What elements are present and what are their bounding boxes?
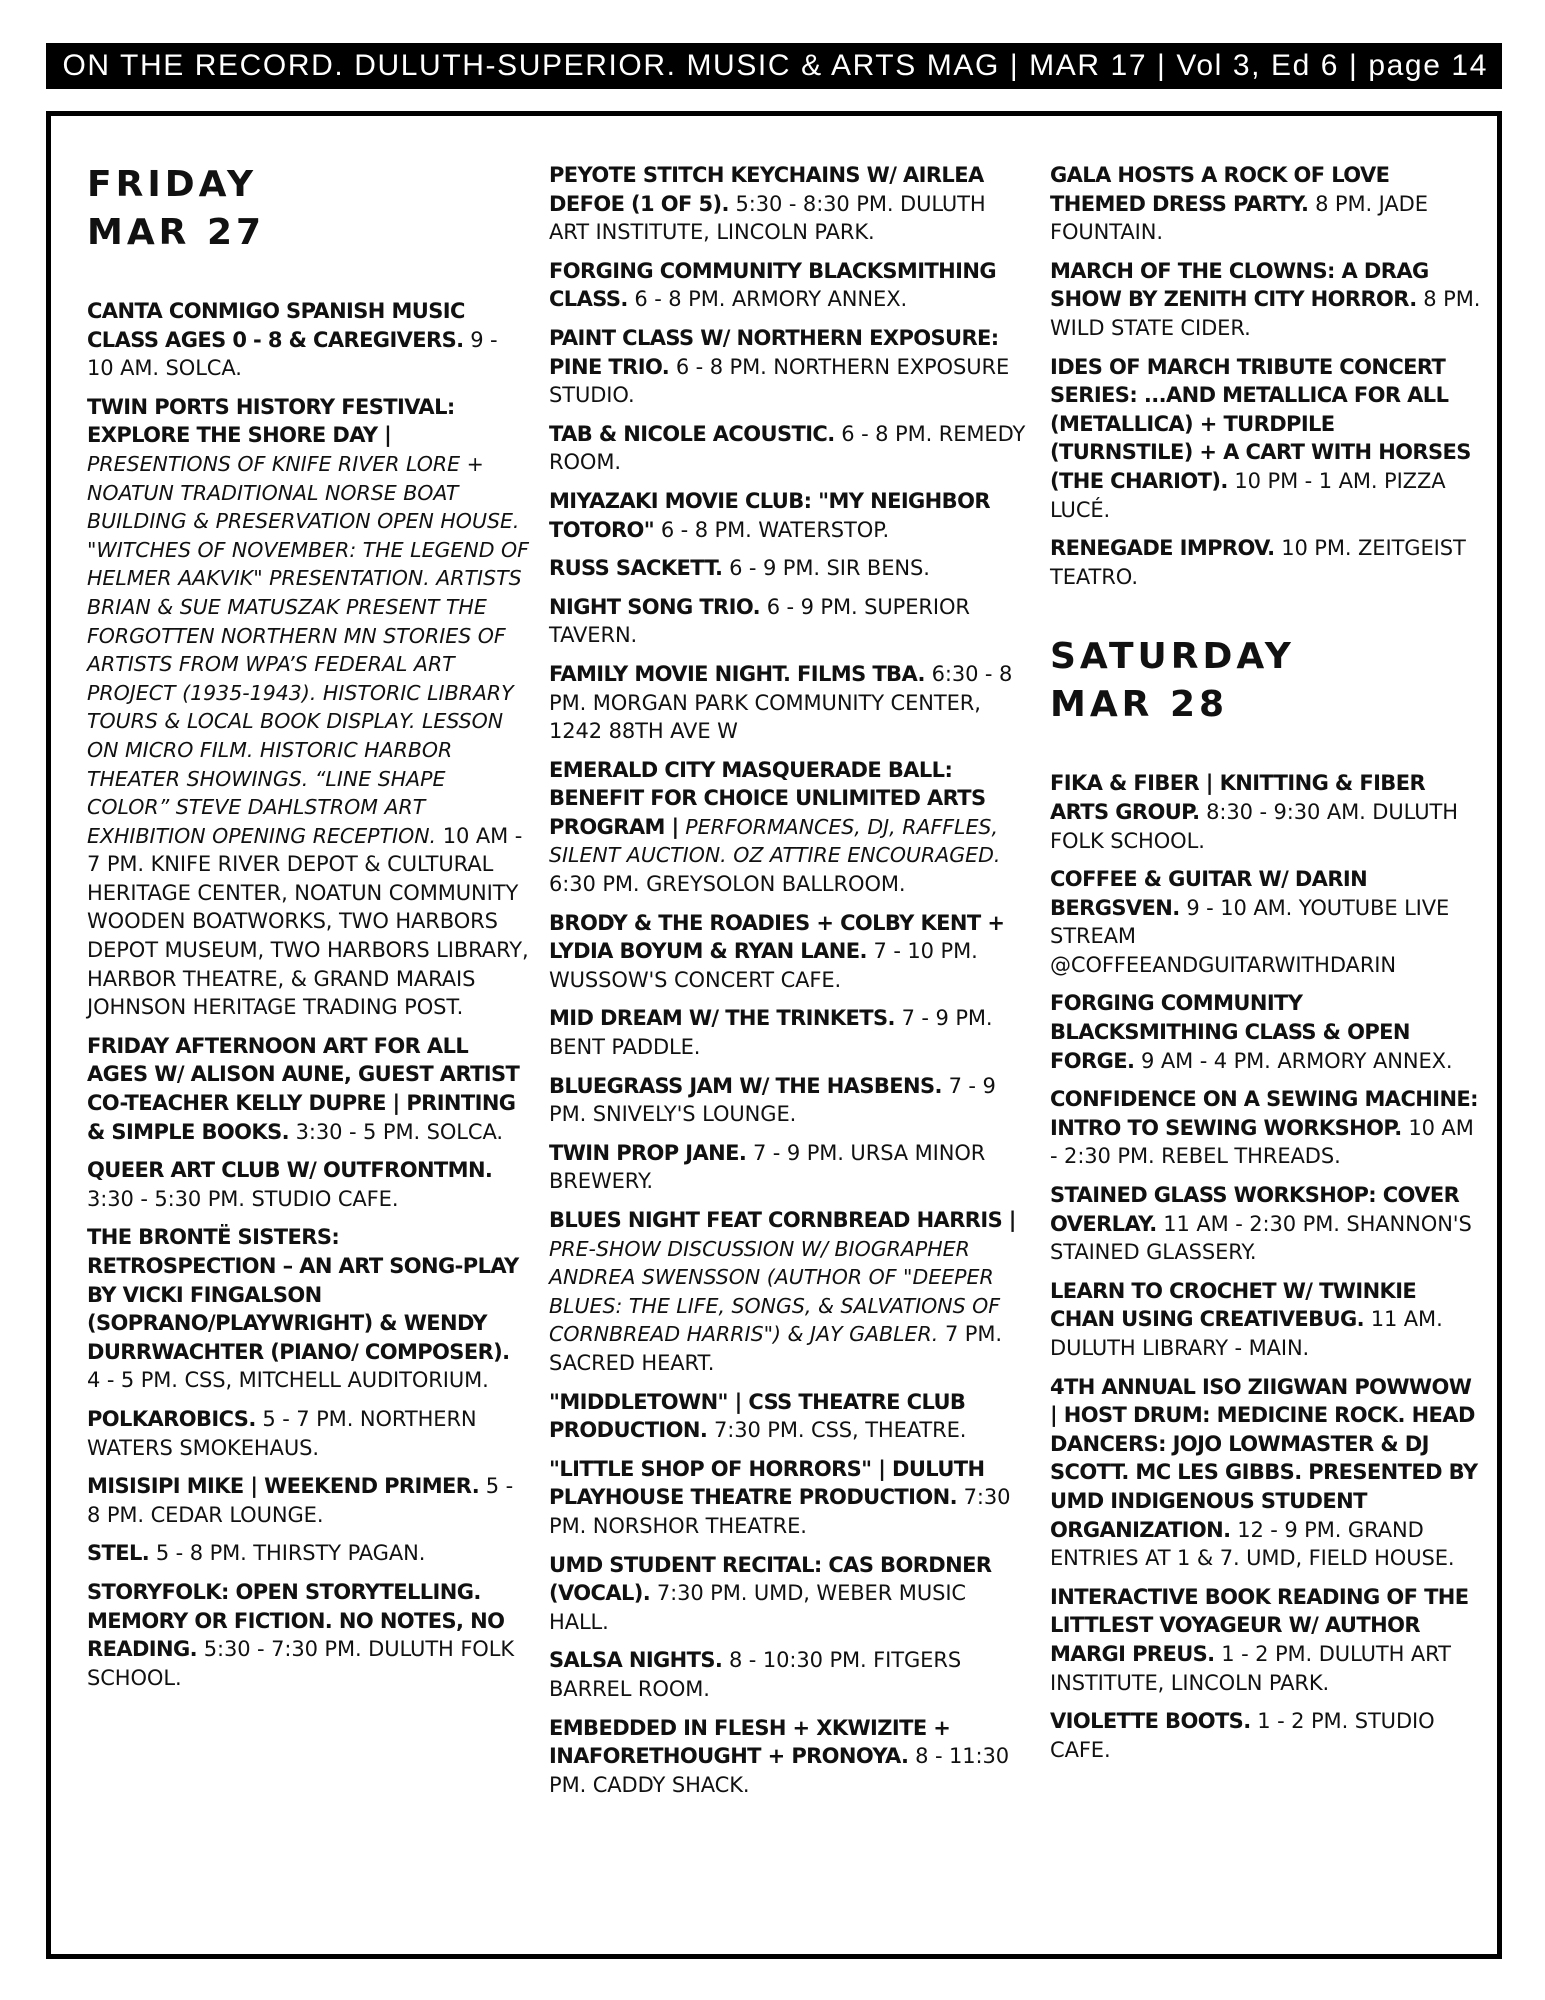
event-time-venue: 7 - 9 PM. BENT PADDLE. [549, 1006, 993, 1060]
event-title: STEL. [87, 1541, 150, 1566]
event-listing [549, 554, 1027, 583]
event-listing [87, 1156, 529, 1213]
event-title: EMERALD CITY MASQUERADE BALL: BENEFIT FOR CHOICE UNLIMITED ARTS PROGRAM | [549, 757, 986, 839]
event-title: FORGING COMMUNITY BLACKSMITHING CLASS & OPEN FORGE. [1050, 991, 1410, 1073]
event-title: COFFEE & GUITAR W/ DARIN BERGSVEN. [1050, 867, 1368, 920]
masthead-bar: ON THE RECORD. DULUTH-SUPERIOR. MUSIC & ARTS MAG | MAR 17 | Vol 3, Ed 6 | page 14 [46, 43, 1502, 89]
event-time-venue: 8 PM. JADE FOUNTAIN. [1050, 191, 1428, 245]
day-name: FRIDAY [87, 164, 258, 205]
event-title: FIKA & FIBER | KNITTING & FIBER ARTS GROUP. [1050, 771, 1426, 824]
event-title: PEYOTE STITCH KEYCHAINS W/ AIRLEA DEFOE (1 OF 5). [549, 163, 984, 216]
event-title: CANTA CONMIGO SPANISH MUSIC CLASS AGES 0 - 8 & CAREGIVERS. [87, 299, 465, 352]
event-listing [87, 393, 529, 1022]
event-title: STAINED GLASS WORKSHOP: COVER OVERLAY. [1050, 1183, 1460, 1236]
event-time-venue: 10 AM - 2:30 PM. REBEL THREADS. [1050, 1115, 1474, 1169]
event-description: PERFORMANCES, DJ, RAFFLES, SILENT AUCTION. OZ ATTIRE ENCOURAGED. [549, 814, 1001, 868]
column-2 [549, 161, 1027, 1809]
event-time-venue: 6 - 8 PM. WATERSTOP. [660, 517, 890, 542]
event-listing [87, 1223, 529, 1395]
event-title: CONFIDENCE ON A SEWING MACHINE: INTRO TO SEWING WORKSHOP. [1050, 1087, 1478, 1140]
event-listing [549, 1714, 1027, 1800]
event-title: UMD STUDENT RECITAL: CAS BORDNER (VOCAL). [549, 1552, 992, 1606]
event-title: BLUEGRASS JAM W/ THE HASBENS. [549, 1073, 942, 1098]
event-listing [549, 756, 1027, 899]
day-name: SATURDAY [1050, 636, 1295, 678]
event-listing [1050, 353, 1482, 525]
event-title: TWIN PROP JANE. [549, 1140, 747, 1165]
event-listing [549, 1072, 1027, 1129]
event-listing [549, 593, 1027, 650]
event-time-venue: 11 AM. DULUTH LIBRARY - MAIN. [1050, 1307, 1443, 1360]
event-time-venue: 8:30 - 9:30 AM. DULUTH FOLK SCHOOL. [1050, 799, 1458, 853]
event-listing [549, 1206, 1027, 1378]
event-listing [549, 1551, 1027, 1637]
event-listing [549, 909, 1027, 995]
event-title: NIGHT SONG TRIO. [549, 594, 761, 619]
event-time-venue: 9 - 10 AM. SOLCA. [87, 327, 498, 381]
event-listing [87, 1578, 529, 1692]
event-time-venue: 5 - 8 PM. CEDAR LOUNGE. [87, 1474, 514, 1527]
event-time-venue: 1 - 2 PM. STUDIO CAFE. [1050, 1709, 1435, 1762]
event-time-venue: 7 - 10 PM. WUSSOW'S CONCERT CAFE. [549, 939, 978, 992]
event-title: PAINT CLASS W/ NORTHERN EXPOSURE: PINE TRIO. [549, 325, 999, 379]
event-listing [1050, 1277, 1482, 1363]
event-title: QUEER ART CLUB W/ OUTFRONTMN. [87, 1158, 493, 1183]
day-date: MAR 27 [87, 212, 266, 253]
event-listing [1050, 1583, 1482, 1697]
event-listing [1050, 1373, 1482, 1573]
event-listing [549, 1004, 1027, 1061]
day-heading [87, 161, 529, 257]
event-time-venue: 5:30 - 8:30 PM. DULUTH ART INSTITUTE, LINCOLN PARK. [549, 191, 986, 245]
event-time-venue: 8 - 10:30 PM. FITGERS BARREL ROOM. [549, 1648, 962, 1701]
event-title: TAB & NICOLE ACOUSTIC. [549, 421, 835, 446]
event-listing [549, 324, 1027, 410]
column-1 [87, 161, 529, 1702]
event-listing [549, 257, 1027, 314]
event-listing [1050, 1707, 1482, 1764]
event-listing [549, 660, 1027, 746]
event-title: BRODY & THE ROADIES + COLBY KENT + LYDIA BOYUM & RYAN LANE. [549, 910, 1005, 964]
event-title: 4TH ANNUAL ISO ZIIGWAN POWWOW | HOST DRUM: MEDICINE ROCK. HEAD DANCERS: JOJO LOWMASTER & DJ SCOTT. MC LES GIBBS. PRESENTED BY UMD INDIGENOUS STUDENT ORGANIZATION. [1050, 1374, 1478, 1542]
event-title: FRIDAY AFTERNOON ART FOR ALL AGES W/ ALISON AUNE, GUEST ARTIST CO-TEACHER KELLY DUPRE | PRINTING & SIMPLE BOOKS. [87, 1033, 520, 1144]
event-title: TWIN PORTS HISTORY FESTIVAL: EXPLORE THE SHORE DAY | [87, 394, 455, 448]
event-time-venue: 6 - 8 PM. REMEDY ROOM. [549, 421, 1026, 475]
event-time-venue: 7 - 9 PM. SNIVELY'S LOUNGE. [549, 1073, 996, 1127]
event-time-venue: 10 PM. ZEITGEIST TEATRO. [1050, 536, 1466, 589]
event-listing [87, 1032, 529, 1146]
event-listing [87, 297, 529, 383]
event-title: FORGING COMMUNITY BLACKSMITHING CLASS. [549, 258, 996, 312]
event-title: INTERACTIVE BOOK READING OF THE LITTLEST VOYAGEUR W/ AUTHOR MARGI PREUS. [1050, 1584, 1469, 1666]
event-listing [87, 1405, 529, 1462]
column-3 [1050, 161, 1482, 1774]
event-time-venue: 7:30 PM. CSS, THEATRE. [713, 1418, 967, 1443]
listings-frame [46, 111, 1502, 1959]
event-time-venue: 5:30 - 7:30 PM. DULUTH FOLK SCHOOL. [87, 1637, 514, 1690]
event-title: GALA HOSTS A ROCK OF LOVE THEMED DRESS PARTY. [1050, 163, 1390, 216]
event-listing [549, 420, 1027, 477]
event-listing [1050, 1181, 1482, 1267]
event-title: RUSS SACKETT. [549, 556, 723, 581]
event-listing [1050, 769, 1482, 855]
event-listing [549, 1455, 1027, 1541]
event-time-venue: 7:30 PM. NORSHOR THEATRE. [549, 1485, 1011, 1538]
event-description: PRE-SHOW DISCUSSION W/ BIOGRAPHER ANDREA SWENSSON (AUTHOR OF "DEEPER BLUES: THE LIFE, SONGS, & SALVATIONS OF CORNBREAD HARRIS") & JAY GABLER. [549, 1236, 1001, 1347]
event-time-venue: 3:30 - 5:30 PM. STUDIO CAFE. [87, 1186, 399, 1211]
event-time-venue: 4 - 5 PM. CSS, MITCHELL AUDITORIUM. [87, 1368, 489, 1393]
event-listing [1050, 534, 1482, 591]
event-time-venue: 6 - 8 PM. ARMORY ANNEX. [634, 287, 908, 312]
event-time-venue: 10 PM - 1 AM. PIZZA LUCÉ. [1050, 468, 1446, 522]
event-title: MISISIPI MIKE | WEEKEND PRIMER. [87, 1474, 480, 1499]
event-time-venue: 10 AM - 7 PM. KNIFE RIVER DEPOT & CULTURAL HERITAGE CENTER, NOATUN COMMUNITY WOODEN BOATWORKS, TWO HARBORS DEPOT MUSEUM, TWO HARBORS LIBRARY, HARBOR THEATRE, & GRAND MARAIS JOHNSON HERITAGE TRADING POST. [87, 823, 529, 1020]
event-title: MID DREAM W/ THE TRINKETS. [549, 1006, 895, 1031]
event-title: RENEGADE IMPROV. [1050, 536, 1275, 561]
event-listing [1050, 257, 1482, 343]
event-listing [1050, 865, 1482, 979]
event-title: POLKAROBICS. [87, 1406, 256, 1431]
event-time-venue: 7 PM. SACRED HEART. [549, 1322, 1002, 1375]
event-time-venue: 8 PM. WILD STATE CIDER. [1050, 287, 1481, 340]
event-title: "MIDDLETOWN" | CSS THEATRE CLUB PRODUCTION. [549, 1389, 966, 1443]
event-title: MIYAZAKI MOVIE CLUB: "MY NEIGHBOR TOTORO" [549, 488, 990, 542]
event-title: LEARN TO CROCHET W/ TWINKIE CHAN USING CREATIVEBUG. [1050, 1278, 1417, 1332]
event-time-venue: 5 - 7 PM. NORTHERN WATERS SMOKEHAUS. [87, 1406, 477, 1460]
event-title: BLUES NIGHT FEAT CORNBREAD HARRIS | [549, 1208, 1016, 1232]
event-listing [1050, 161, 1482, 247]
event-time-venue: 9 AM - 4 PM. ARMORY ANNEX. [1141, 1048, 1453, 1073]
event-title: "LITTLE SHOP OF HORRORS" | DULUTH PLAYHOUSE THEATRE PRODUCTION. [549, 1456, 985, 1510]
event-time-venue: 8 - 11:30 PM. CADDY SHACK. [549, 1744, 1010, 1797]
event-title: THE BRONTË SISTERS: RETROSPECTION – AN ART SONG-PLAY BY VICKI FINGALSON (SOPRANO/PLAYWRIGHT) & WENDY DURRWACHTER (PIANO/ COMPOSER). [87, 1225, 519, 1364]
event-title: VIOLETTE BOOTS. [1050, 1709, 1251, 1734]
day-date: MAR 28 [1050, 684, 1229, 726]
event-title: SALSA NIGHTS. [549, 1648, 723, 1673]
event-listing [87, 1539, 529, 1568]
event-time-venue: 6:30 - 8 PM. MORGAN PARK COMMUNITY CENTER, 1242 88TH AVE W [549, 661, 1013, 744]
event-time-venue: 6 - 9 PM. SUPERIOR TAVERN. [549, 594, 970, 648]
event-time-venue: 7 - 9 PM. URSA MINOR BREWERY. [549, 1140, 986, 1194]
event-listing [549, 161, 1027, 247]
event-title: FAMILY MOVIE NIGHT. FILMS TBA. [549, 661, 925, 686]
event-listing [549, 1139, 1027, 1196]
event-time-venue: 11 AM - 2:30 PM. SHANNON'S STAINED GLASSERY. [1050, 1211, 1472, 1265]
event-time-venue: 6:30 PM. GREYSOLON BALLROOM. [549, 872, 906, 897]
event-description: PRESENTIONS OF KNIFE RIVER LORE + NOATUN TRADITIONAL NORSE BOAT BUILDING & PRESERVATION OPEN HOUSE. "WITCHES OF NOVEMBER: THE LEGEND OF HELMER AAKVIK" PRESENTATION. ARTISTS BRIAN & SUE MATUSZAK PRESENT THE FORGOTTEN NORTHERN MN STORIES OF ARTISTS FROM WPA’S FEDERAL ART PROJECT (1935-1943). HISTORIC LIBRARY TOURS & LOCAL BOOK DISPLAY. LESSON ON MICRO FILM. HISTORIC HARBOR THEATER SHOWINGS. “LINE SHAPE COLOR” STEVE DAHLSTROM ART EXHIBITION OPENING RECEPTION. [87, 451, 529, 848]
day-heading [1050, 633, 1482, 729]
event-time-venue: 1 - 2 PM. DULUTH ART INSTITUTE, LINCOLN PARK. [1050, 1641, 1451, 1695]
event-time-venue: 6 - 8 PM. NORTHERN EXPOSURE STUDIO. [549, 354, 1010, 408]
event-title: MARCH OF THE CLOWNS: A DRAG SHOW BY ZENITH CITY HORROR. [1050, 258, 1429, 312]
event-time-venue: 6 - 9 PM. SIR BENS. [729, 556, 930, 581]
event-listing [1050, 1085, 1482, 1171]
event-listing [549, 487, 1027, 544]
event-listing [87, 1472, 529, 1529]
event-time-venue: 7:30 PM. UMD, WEBER MUSIC HALL. [549, 1581, 966, 1634]
section-spacer [1050, 601, 1482, 633]
event-title: STORYFOLK: OPEN STORYTELLING. MEMORY OR FICTION. NO NOTES, NO READING. [87, 1579, 505, 1662]
event-time-venue: 3:30 - 5 PM. SOLCA. [295, 1119, 503, 1144]
event-time-venue: 12 - 9 PM. GRAND ENTRIES AT 1 & 7. UMD, FIELD HOUSE. [1050, 1517, 1455, 1571]
event-time-venue: 9 - 10 AM. YOUTUBE LIVE STREAM @COFFEEANDGUITARWITHDARIN [1050, 895, 1450, 977]
event-listing [549, 1388, 1027, 1445]
event-listing [1050, 989, 1482, 1075]
event-listing [549, 1646, 1027, 1703]
event-title: EMBEDDED IN FLESH + XKWIZITE + INAFORETHOUGHT + PRONOYA. [549, 1715, 951, 1769]
event-title: IDES OF MARCH TRIBUTE CONCERT SERIES: ...AND METALLICA FOR ALL (METALLICA) + TURDPILE (TURNSTILE) + A CART WITH HORSES (THE CHARIOT). [1050, 354, 1471, 493]
event-time-venue: 5 - 8 PM. THIRSTY PAGAN. [155, 1541, 426, 1566]
